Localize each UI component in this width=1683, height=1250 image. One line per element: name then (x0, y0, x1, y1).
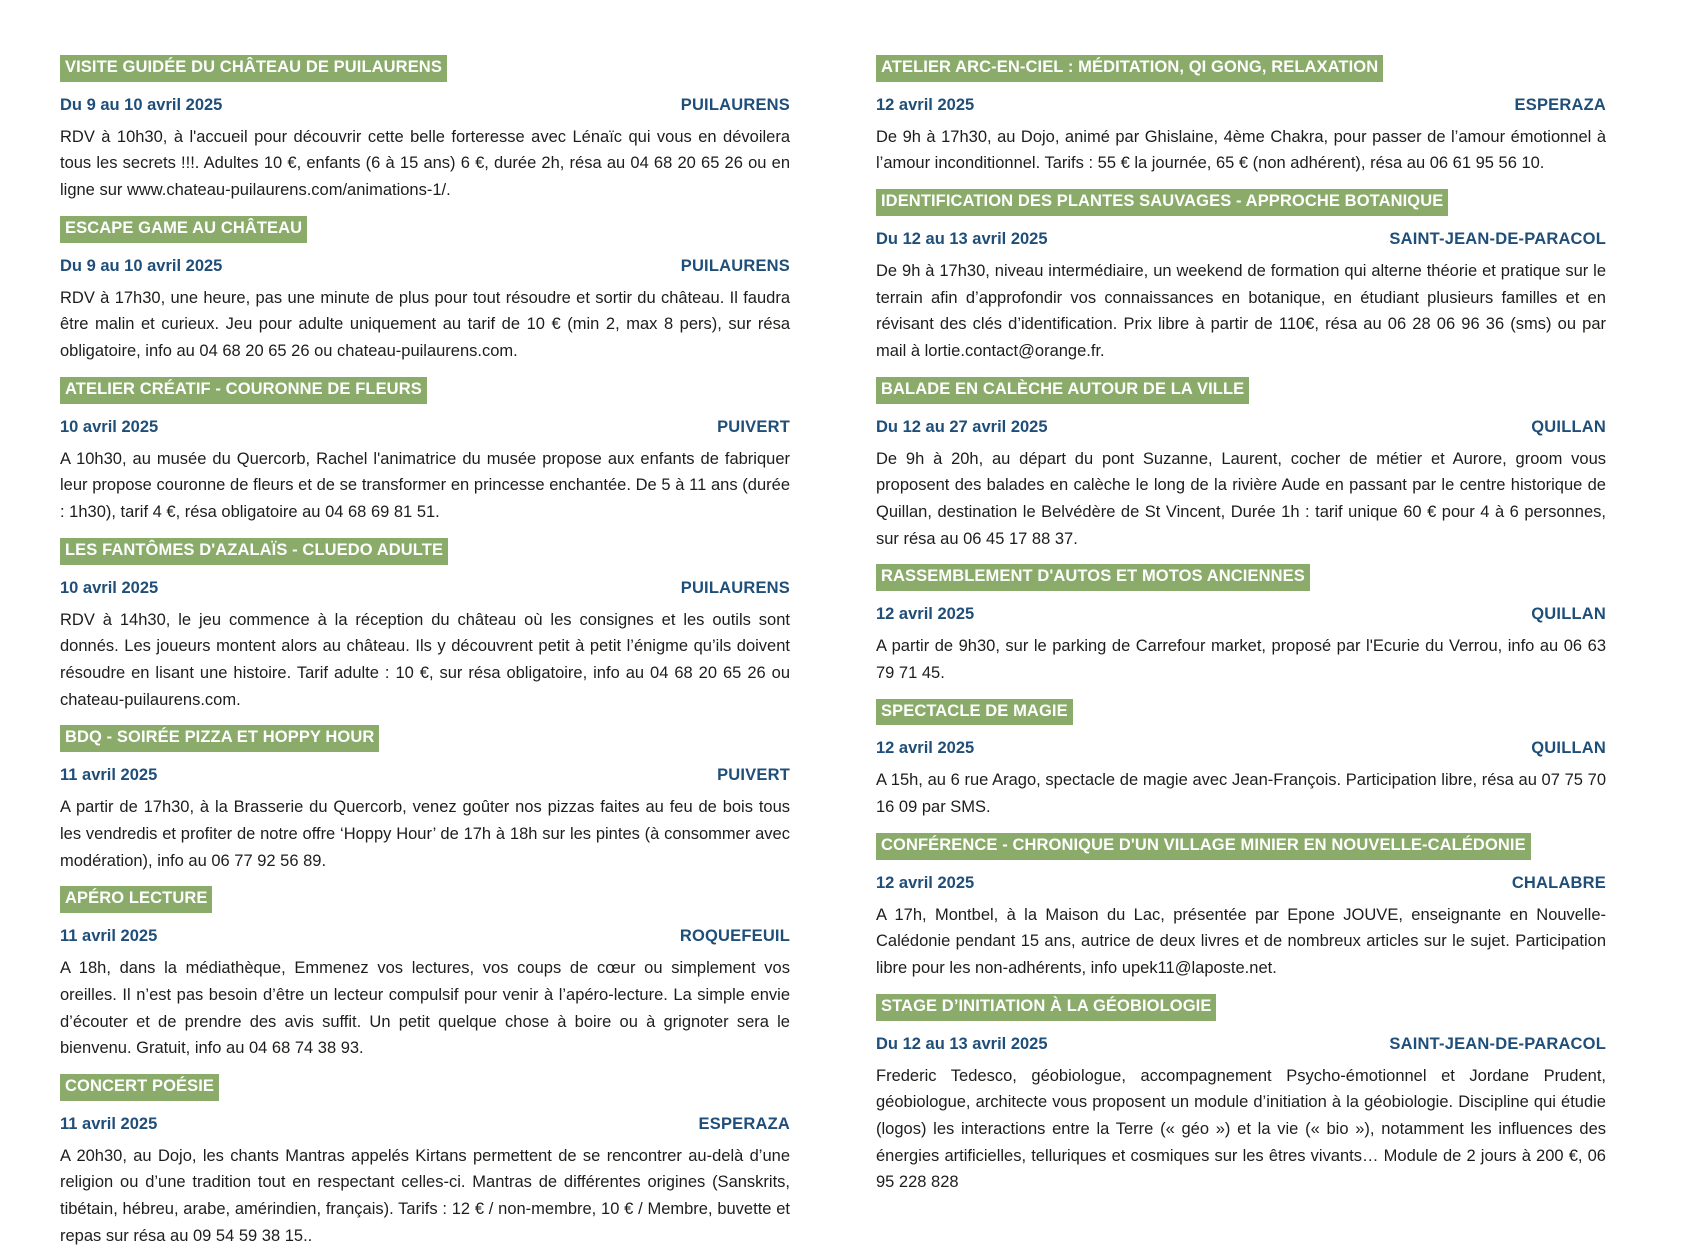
event-entry (60, 725, 790, 874)
event-date: 11 avril 2025 (60, 927, 158, 946)
event-place: SAINT-JEAN-DE-PARACOL (1389, 229, 1606, 248)
event-entry (60, 538, 790, 714)
event-title: CONCERT POÉSIE (60, 1074, 219, 1101)
event-meta (60, 96, 790, 115)
event-description: RDV à 14h30, le jeu commence à la réception du château où les consignes et les outils sont donnés. Les joueurs montent alors au château. Ils y découvrent petit à petit l’énigme qu’ils doivent résoudre en lisant une histoire. Tarif adulte : 10 €, sur résa obligatoire, info au 04 68 20 65 26 ou chateau-puilaurens.com. (60, 610, 790, 709)
event-title: ATELIER CRÉATIF - COURONNE DE FLEURS (60, 377, 427, 404)
event-meta (60, 927, 790, 946)
event-title: ATELIER ARC-EN-CIEL : MÉDITATION, QI GONG, RELAXATION (876, 55, 1383, 82)
event-meta (60, 579, 790, 598)
event-entry (876, 189, 1606, 365)
event-entry (60, 886, 790, 1062)
event-date: Du 9 au 10 avril 2025 (60, 95, 223, 114)
event-meta (876, 605, 1606, 624)
event-entry (60, 1074, 790, 1250)
event-date: Du 12 au 13 avril 2025 (876, 1034, 1048, 1053)
event-description: Frederic Tedesco, géobiologue, accompagnement Psycho-émotionnel et Jordane Prudent, géobiologue, architecte vous proposent un module d’initiation à la géobiologie. Discipline qui étudie (logos) les interactions entre la Terre (« géo ») et la vie (« bio »), notamment les influences des énergies artificielles, telluriques et cosmiques sur les êtres vivants… Module de 2 jours à 200 €, 06 95 228 828 (876, 1066, 1606, 1192)
event-description: A partir de 17h30, à la Brasserie du Quercorb, venez goûter nos pizzas faites au feu de bois tous les vendredis et profiter de notre offre ‘Hoppy Hour’ de 17h à 18h sur les pintes (à consommer avec modération), info au 06 77 92 56 89. (60, 798, 790, 870)
event-entry (876, 699, 1606, 821)
event-description: De 9h à 20h, au départ du pont Suzanne, Laurent, cocher de métier et Aurore, groom vous proposent des balades en calèche le long de la rivière Aude en passant par le centre historique de Quillan, destination le Belvédère de St Vincent, Durée 1h : tarif unique 60 € pour 4 à 6 personnes, sur résa au 06 45 17 88 37. (876, 449, 1606, 548)
event-meta (60, 766, 790, 785)
event-title: IDENTIFICATION DES PLANTES SAUVAGES - APPROCHE BOTANIQUE (876, 189, 1448, 216)
event-place: CHALABRE (1511, 873, 1606, 892)
event-title: STAGE D’INITIATION À LA GÉOBIOLOGIE (876, 994, 1216, 1021)
event-description: A 15h, au 6 rue Arago, spectacle de magie avec Jean-François. Participation libre, résa au 07 75 70 16 09 par SMS. (876, 771, 1606, 817)
event-meta (876, 1035, 1606, 1054)
event-date: 12 avril 2025 (876, 873, 975, 892)
event-date: 12 avril 2025 (876, 605, 975, 624)
event-meta (876, 418, 1606, 437)
event-date: 12 avril 2025 (876, 739, 975, 758)
event-date: Du 9 au 10 avril 2025 (60, 256, 223, 275)
event-date: 12 avril 2025 (876, 95, 975, 114)
event-place: PUILAURENS (680, 95, 790, 114)
event-entry (876, 377, 1606, 553)
event-place: SAINT-JEAN-DE-PARACOL (1389, 1034, 1606, 1053)
event-description: RDV à 10h30, à l'accueil pour découvrir cette belle forteresse avec Lénaïc qui vous en dévoilera tous les secrets !!!. Adultes 10 €, enfants (6 à 15 ans) 6 €, durée 2h, résa au 04 68 20 65 26 ou en ligne sur www.chateau-puilaurens.com/animations-1/. (60, 127, 790, 200)
event-title: CONFÉRENCE - CHRONIQUE D'UN VILLAGE MINIER EN NOUVELLE-CALÉDONIE (876, 833, 1531, 860)
event-place: QUILLAN (1531, 417, 1606, 436)
event-description: A 10h30, au musée du Quercorb, Rachel l'animatrice du musée propose aux enfants de fabriquer leur propose couronne de fleurs et de se transformer en princesse enchantée. De 5 à 11 ans (durée : 1h30), tarif 4 €, résa obligatoire au 04 68 69 81 51. (60, 449, 790, 522)
event-description: A 20h30, au Dojo, les chants Mantras appelés Kirtans permettent de se rencontrer au-delà d’une religion ou d’une tradition tout en respectant celles-ci. Mantras de différentes origines (Sanskrits, tibétain, hébreu, arabe, amérindien, français). Tarifs : 12 € / non-membre, 10 € / Membre, buvette et repas sur résa au 09 54 59 38 15.. (60, 1146, 790, 1245)
event-description: RDV à 17h30, une heure, pas une minute de plus pour tout résoudre et sortir du château. Il faudra être malin et curieux. Jeu pour adulte uniquement au tarif de 10 € (min 2, max 8 pers), sur résa obligatoire, info au 04 68 20 65 26 ou chateau-puilaurens.com. (60, 288, 790, 361)
event-meta (60, 418, 790, 437)
event-entry (876, 833, 1606, 982)
event-description: De 9h à 17h30, niveau intermédiaire, un weekend de formation qui alterne théorie et pratique sur le terrain afin d’approfondir vos connaissances en botanique, en étudiant plusieurs familles et en révisant des clés d’identification. Prix libre à partir de 110€, résa au 06 28 06 96 36 (sms) ou par mail à lortie.contact@orange.fr. (876, 261, 1606, 361)
event-meta (876, 739, 1606, 758)
event-place: PUIVERT (717, 417, 790, 436)
event-entry (876, 55, 1606, 177)
event-title: APÉRO LECTURE (60, 886, 212, 913)
event-title: ESCAPE GAME AU CHÂTEAU (60, 216, 307, 243)
event-description: A 17h, Montbel, à la Maison du Lac, présentée par Epone JOUVE, enseignante en Nouvelle-Calédonie pendant 15 ans, autrice de deux livres et de nombreux articles sur le sujet. Participation libre pour les non-adhérents, info upek11@laposte.net. (876, 905, 1606, 978)
event-title: RASSEMBLEMENT D'AUTOS ET MOTOS ANCIENNES (876, 564, 1310, 591)
event-description: A 18h, dans la médiathèque, Emmenez vos lectures, vos coups de cœur ou simplement vos oreilles. Il n’est pas besoin d’être un lecteur compulsif pour venir à l’apéro-lecture. La simple envie d’écouter et de prendre des avis suffit. Un petit quelque chose à boire ou à grignoter sera le bienvenu. Gratuit, info au 04 68 74 38 93. (60, 959, 790, 1058)
event-date: Du 12 au 27 avril 2025 (876, 417, 1048, 436)
event-date: 10 avril 2025 (60, 578, 159, 597)
event-meta (876, 874, 1606, 893)
event-title: BALADE EN CALÈCHE AUTOUR DE LA VILLE (876, 377, 1249, 404)
event-meta (876, 230, 1606, 249)
event-date: 11 avril 2025 (60, 766, 158, 785)
event-date: Du 12 au 13 avril 2025 (876, 229, 1048, 248)
event-title: SPECTACLE DE MAGIE (876, 699, 1073, 726)
event-place: PUIVERT (717, 766, 790, 785)
event-title: VISITE GUIDÉE DU CHÂTEAU DE PUILAURENS (60, 55, 447, 82)
event-date: 10 avril 2025 (60, 417, 159, 436)
event-description: A partir de 9h30, sur le parking de Carrefour market, proposé par l'Ecurie du Verrou, info au 06 63 79 71 45. (876, 637, 1606, 682)
event-place: ROQUEFEUIL (679, 927, 790, 946)
event-place: ESPERAZA (698, 1114, 790, 1133)
event-entry (876, 994, 1606, 1196)
event-entry (60, 216, 790, 365)
event-entry (60, 377, 790, 526)
event-meta (60, 257, 790, 276)
event-place: ESPERAZA (1514, 95, 1606, 114)
event-place: PUILAURENS (680, 578, 790, 597)
event-entry (60, 55, 790, 204)
event-title: BDQ - SOIRÉE PIZZA ET HOPPY HOUR (60, 725, 379, 752)
event-place: QUILLAN (1531, 605, 1606, 624)
event-description: De 9h à 17h30, au Dojo, animé par Ghislaine, 4ème Chakra, pour passer de l’amour émotionnel à l’amour inconditionnel. Tarifs : 55 € la journée, 65 € (non adhérent), résa au 06 61 95 56 10. (876, 127, 1606, 173)
right-column (876, 55, 1606, 1192)
event-place: QUILLAN (1531, 739, 1606, 758)
event-meta (60, 1115, 790, 1134)
event-place: PUILAURENS (680, 256, 790, 275)
left-column (60, 55, 790, 1245)
event-meta (876, 96, 1606, 115)
event-entry (876, 564, 1606, 686)
event-date: 11 avril 2025 (60, 1114, 158, 1133)
event-title: LES FANTÔMES D'AZALAÏS - CLUEDO ADULTE (60, 538, 448, 565)
